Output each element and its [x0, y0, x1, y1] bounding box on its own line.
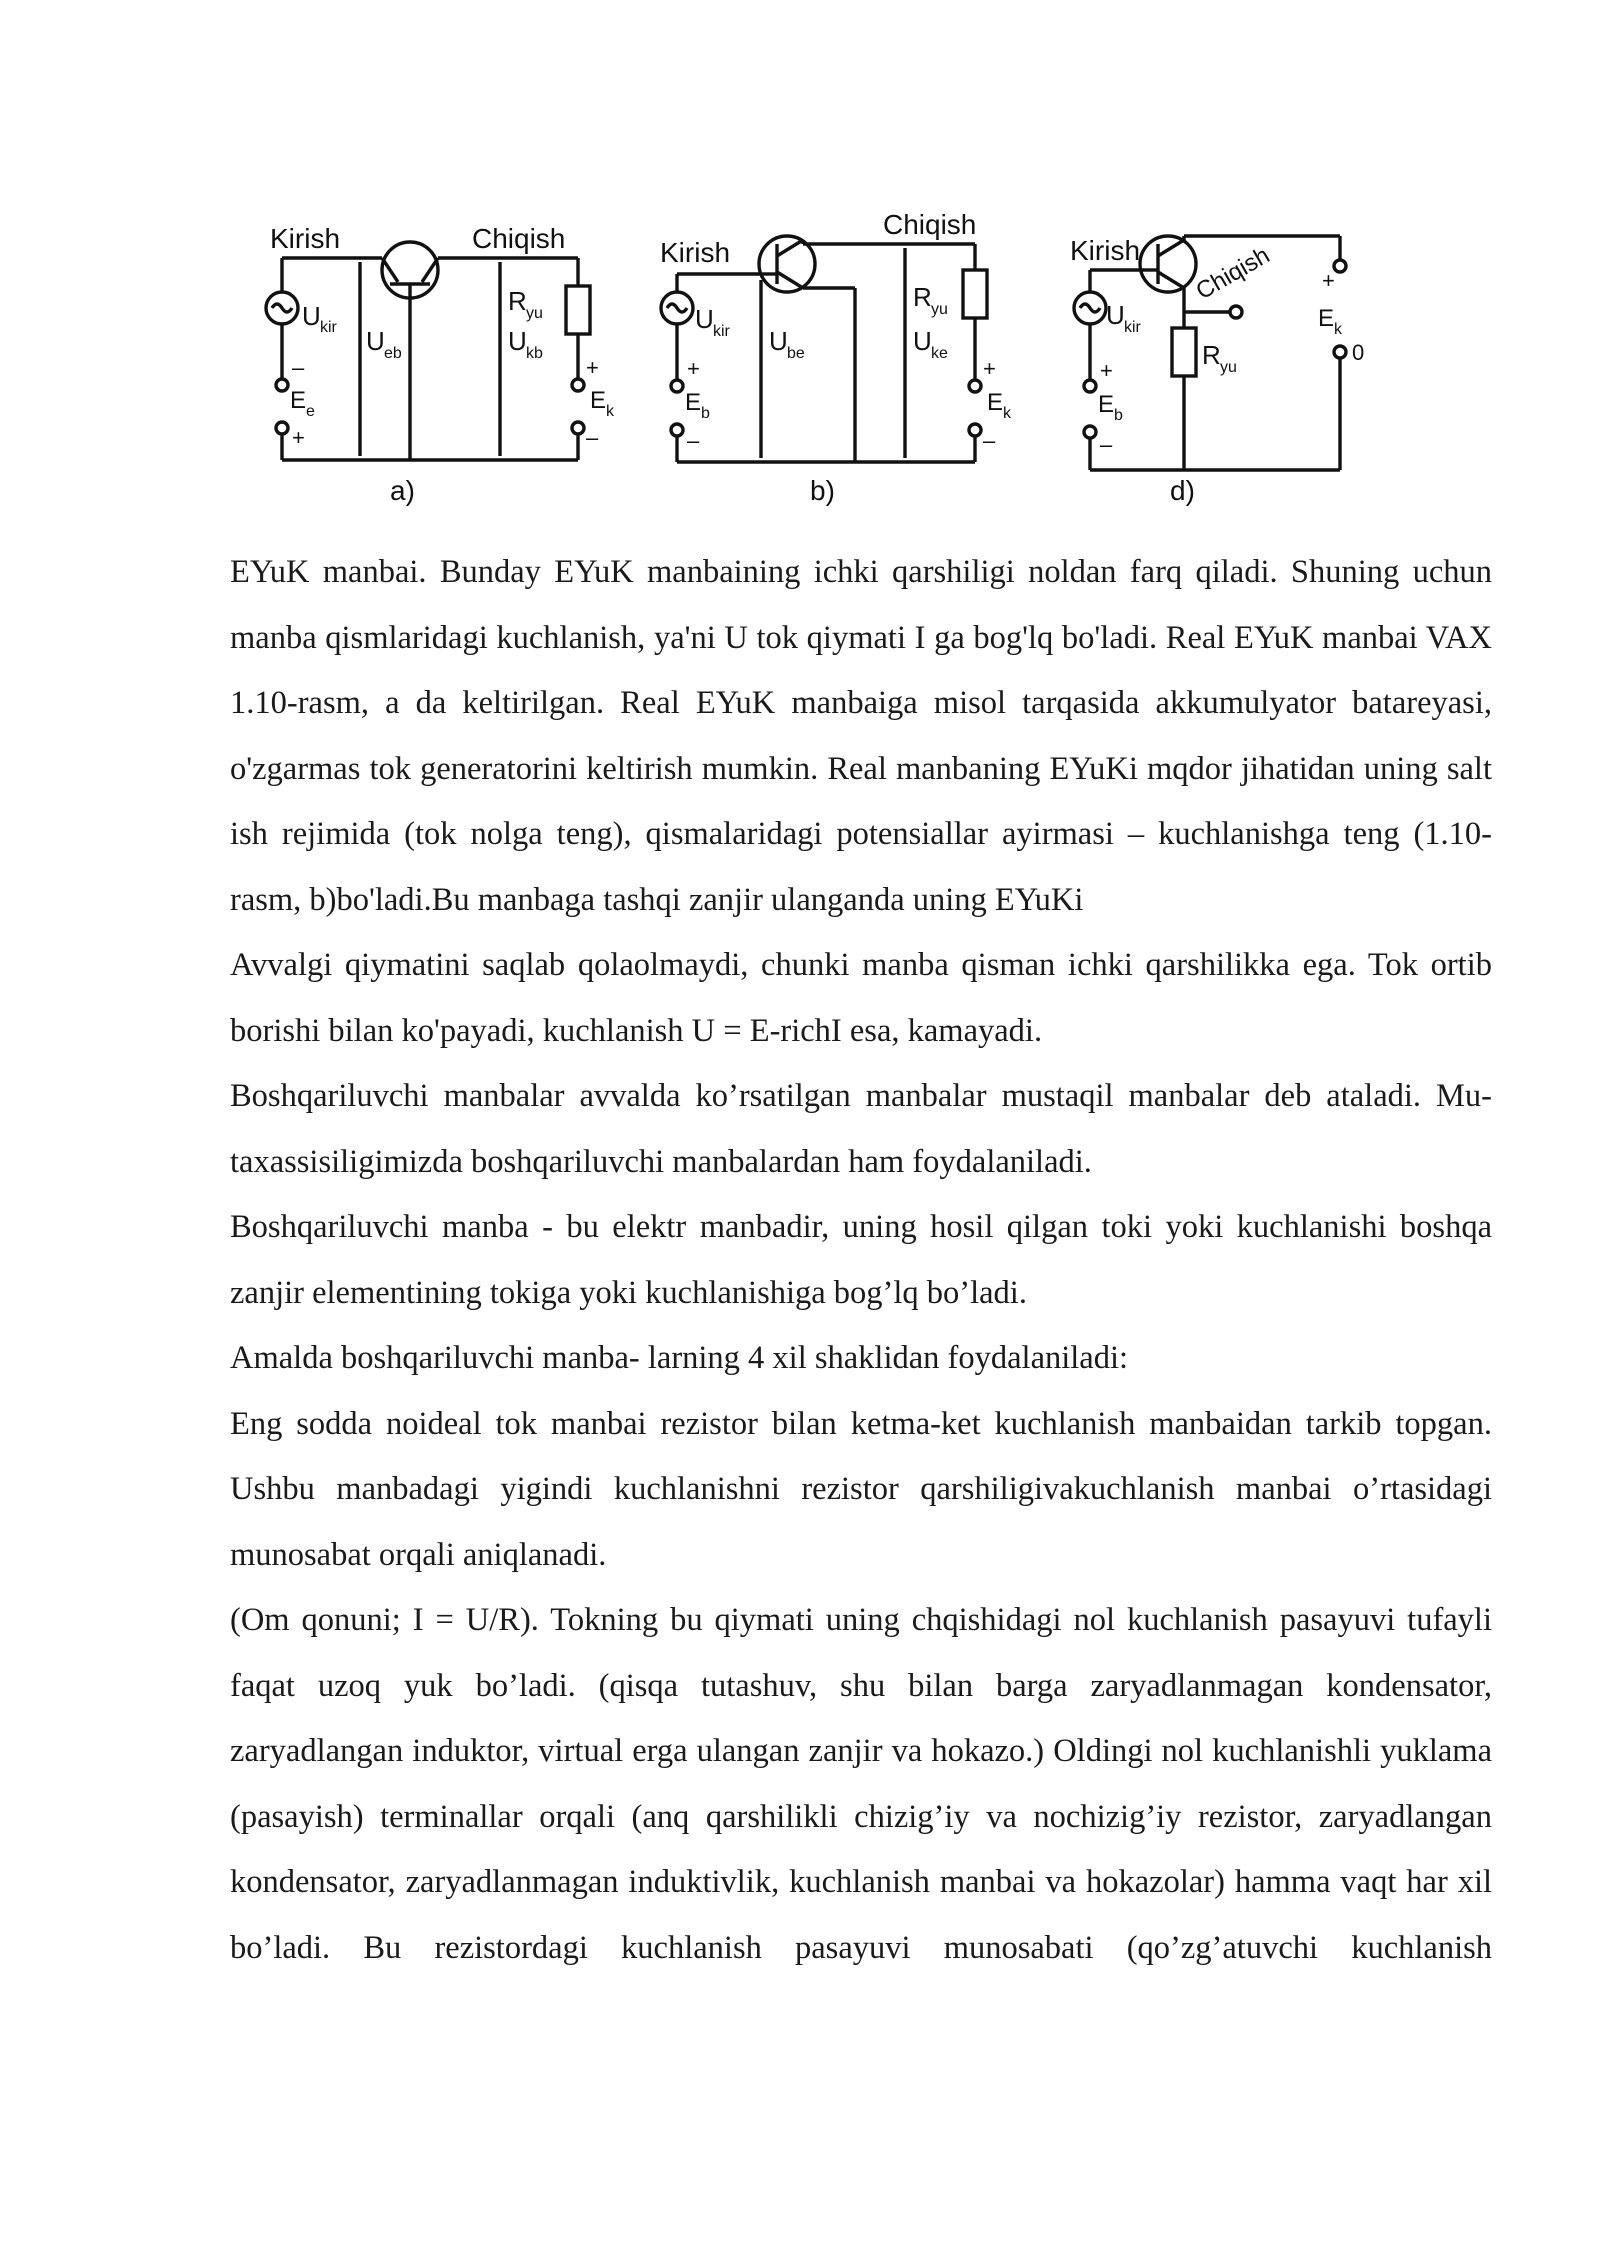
svg-text:E: E — [290, 387, 307, 414]
svg-text:–: – — [586, 425, 599, 450]
document-body — [230, 540, 1492, 1981]
circuit-panel-a — [266, 223, 590, 460]
svg-text:U: U — [508, 326, 527, 356]
svg-text:U: U — [913, 326, 932, 356]
svg-text:kir: kir — [320, 319, 337, 336]
output-label: Chiqish — [883, 209, 977, 240]
svg-text:0: 0 — [1352, 340, 1365, 365]
transistor-circuits-figure — [240, 200, 1390, 510]
svg-text:kir: kir — [1124, 319, 1141, 336]
svg-text:U: U — [769, 326, 788, 356]
panel-caption: d) — [1170, 475, 1195, 506]
transistor-icon — [1140, 236, 1196, 292]
load-resistor-icon — [963, 270, 987, 318]
svg-text:yu: yu — [526, 305, 543, 322]
circuit-labels-d — [1098, 242, 1364, 506]
svg-text:U: U — [1106, 300, 1125, 330]
input-label: Kirish — [660, 237, 731, 268]
paragraph: Boshqariluvchi manbalar avvalda ko’rsatilgan manbalar mustaqil manbalar deb ataladi. Mu-taxassisiligimizda boshqariluvchi manbalardan ham foydalaniladi. — [230, 1078, 1492, 1180]
paragraph: Eng sodda noideal tok manbai rezistor bilan ketma-ket kuchlanish manbaidan tarkib topgan. Ushbu manbadagi yigindi kuchlanishni rezistor qarshiligivakuchlanish manbai o’rtasidagi munosabat orqali aniqlanadi. — [230, 1405, 1492, 1573]
svg-text:E: E — [1098, 391, 1115, 418]
panel-caption: b) — [810, 475, 835, 506]
svg-text:R: R — [508, 286, 527, 316]
panel-caption: a) — [390, 475, 415, 506]
svg-text:be: be — [787, 345, 805, 362]
svg-text:eb: eb — [384, 345, 402, 362]
svg-text:R: R — [913, 282, 932, 312]
svg-text:–: – — [292, 355, 305, 380]
svg-text:R: R — [1202, 340, 1221, 370]
circuit-panel-b — [660, 209, 987, 462]
svg-text:U: U — [302, 301, 321, 331]
svg-text:E: E — [590, 387, 607, 414]
svg-text:e: e — [306, 403, 315, 420]
input-label: Kirish — [1070, 235, 1141, 266]
svg-text:E: E — [685, 389, 702, 416]
svg-text:ke: ke — [931, 345, 948, 362]
svg-text:kb: kb — [526, 345, 543, 362]
output-label: Chiqish — [472, 223, 566, 254]
svg-text:k: k — [1334, 321, 1342, 338]
svg-text:U: U — [695, 304, 714, 334]
svg-text:–: – — [1100, 432, 1113, 457]
svg-text:b: b — [701, 405, 710, 422]
svg-text:E: E — [987, 389, 1004, 416]
svg-text:+: + — [1100, 358, 1113, 383]
svg-text:yu: yu — [931, 301, 948, 318]
svg-text:+: + — [687, 356, 700, 381]
paragraph: EYuK manbai. Bunday EYuK manbaining ichki qarshiligi noldan farq qiladi. Shuning uchun manba qismlaridagi kuchlanish, ya'ni U tok qiymati I ga bog'lq bo'ladi. Real EYuK manbai VAX 1.10-rasm, a da keltirilgan. Real EYuK manbaiga misol tarqasida akkumulyator batareyasi, o'zgarmas tok generatorini keltirish mumkin. Real manbaning EYuKi mqdor jihatidan uning salt ish rejimida (tok nolga teng), qismalaridagi potensiallar ayirmasi – kuchlanishga teng (1.10-rasm, b)bo'ladi.Bu manbaga tashqi zanjir ulanganda uning EYuKi — [230, 554, 1492, 918]
input-label: Kirish — [270, 223, 341, 254]
svg-text:yu: yu — [1220, 359, 1237, 376]
paragraph: (Om qonuni; I = U/R). Tokning bu qiymati uning chqishidagi nol kuchlanish pasayuvi tufayli faqat uzoq yuk bo’ladi. (qisqa tutashuv, shu bilan barga zaryadlanmagan kondensator, zaryadlangan induktor, virtual erga ulangan zanjir va hokazo.) Oldingi nol kuchlanishli yuklama (pasayish) terminallar orqali (anq qarshilikli chizig’iy va nochizig’iy rezistor, zaryadlangan kondensator, zaryadlanmagan induktivlik, kuchlanish manbai va hokazolar) hamma vaqt har xil bo’ladi. Bu rezistordagi kuchlanish pasayuvi munosabati (qo’zg’atuvchi kuchlanish — [230, 1602, 1492, 1966]
svg-text:b: b — [1114, 407, 1123, 424]
svg-text:–: – — [983, 428, 996, 453]
svg-text:U: U — [366, 326, 385, 356]
load-resistor-icon — [1172, 328, 1196, 376]
load-resistor-icon — [566, 286, 590, 334]
paragraph: Boshqariluvchi manba - bu elektr manbadir, uning hosil qilgan toki yoki kuchlanishi boshqa zanjir elementining tokiga yoki kuchlanishiga bog’lq bo’ladi. — [230, 1209, 1492, 1311]
svg-text:+: + — [292, 425, 305, 450]
svg-text:+: + — [586, 355, 599, 380]
output-label: Chiqish — [1191, 241, 1275, 306]
svg-text:kir: kir — [713, 323, 730, 340]
paragraph: Avvalgi qiymatini saqlab qolaolmaydi, chunki manba qisman ichki qarshilikka ega. Tok ortib borishi bilan ko'payadi, kuchlanish U = E-richI esa, kamayadi. — [230, 947, 1492, 1049]
svg-text:k: k — [1003, 405, 1011, 422]
paragraph: Amalda boshqariluvchi manba- larning 4 xil shaklidan foydalaniladi: — [230, 1340, 1129, 1376]
svg-text:E: E — [1318, 305, 1335, 332]
svg-text:k: k — [606, 403, 614, 420]
svg-text:–: – — [687, 428, 700, 453]
svg-text:+: + — [983, 356, 996, 381]
svg-text:+: + — [1322, 268, 1335, 293]
